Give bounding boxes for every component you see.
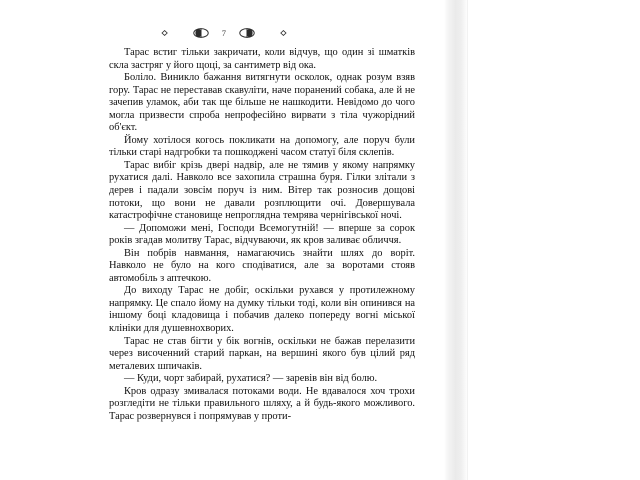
paragraph: Тарас не став бігти у бік вогнів, оскільки не бажав перелазити через височенний старий паркан, на вершині якого був цілий ряд металевих шпичаків. xyxy=(109,335,415,372)
outer-background xyxy=(468,0,640,480)
paragraph: Боліло. Виникло бажання витягнути осколок, однак розум взяв гору. Тарас не переставав скавуліти, наче поранений собака, але й не зачепив уламок, аби так ще більше не нашкодити. Невідомо до чого могла призвести спроба непрофесійно вирвати з тіла чужорідний об'єкт. xyxy=(109,72,415,134)
page-number: 7 xyxy=(221,28,227,38)
paragraph: Кров одразу змивалася потоками води. Не вдавалося хоч трохи розгледіти не тільки правильного шляху, а й будь-якого можливого. Тарас розвернувся і попрямував у проти- xyxy=(109,385,415,422)
paragraph: Йому хотілося когось покликати на допомогу, але поруч були тільки старі надгробки та пошкоджені часом статуї біля склепів. xyxy=(109,134,415,159)
paragraph: До виходу Тарас не добіг, оскільки рухався у протилежному напрямку. Це спало йому на думку тільки тоді, коли він опинився на іншому боці кладовища і побачив далеко попереду вогні міської клініки для душевнохворих. xyxy=(109,285,415,335)
dialogue-paragraph: — Допоможи мені, Господи Всемогутній! — вперше за сорок років згадав молитву Тарас, відчуваючи, як кров заливає обличчя. xyxy=(109,222,415,247)
paragraph: Він побрів навмання, намагаючись знайти шлях до воріт. Навколо не було на кого сподіватися, але за воротами стояв автомобіль з аптечкою. xyxy=(109,247,415,284)
header-ornament xyxy=(100,24,348,42)
paragraph: Тарас встиг тільки закричати, коли відчув, що один зі шматків скла застряг у його щоці, за сантиметр від ока. xyxy=(109,47,415,71)
paragraph: Тарас вибіг крізь двері надвір, але не тямив у якому напрямку рухатися далі. Навколо все захопила страшна буря. Гілки злітали з дерев і падали зовсім поруч із ним. Вітер так розносив дощові потоки, що вони не давали розплющити очі. Довершувала катастрофічне становище непроглядна темрява чернігівської ночі. xyxy=(109,159,415,222)
body-text-column xyxy=(109,47,415,423)
page-edge-shadow xyxy=(444,0,468,480)
dialogue-paragraph: — Куди, чорт забирай, рухатися? — заревів він від болю. xyxy=(124,373,378,385)
